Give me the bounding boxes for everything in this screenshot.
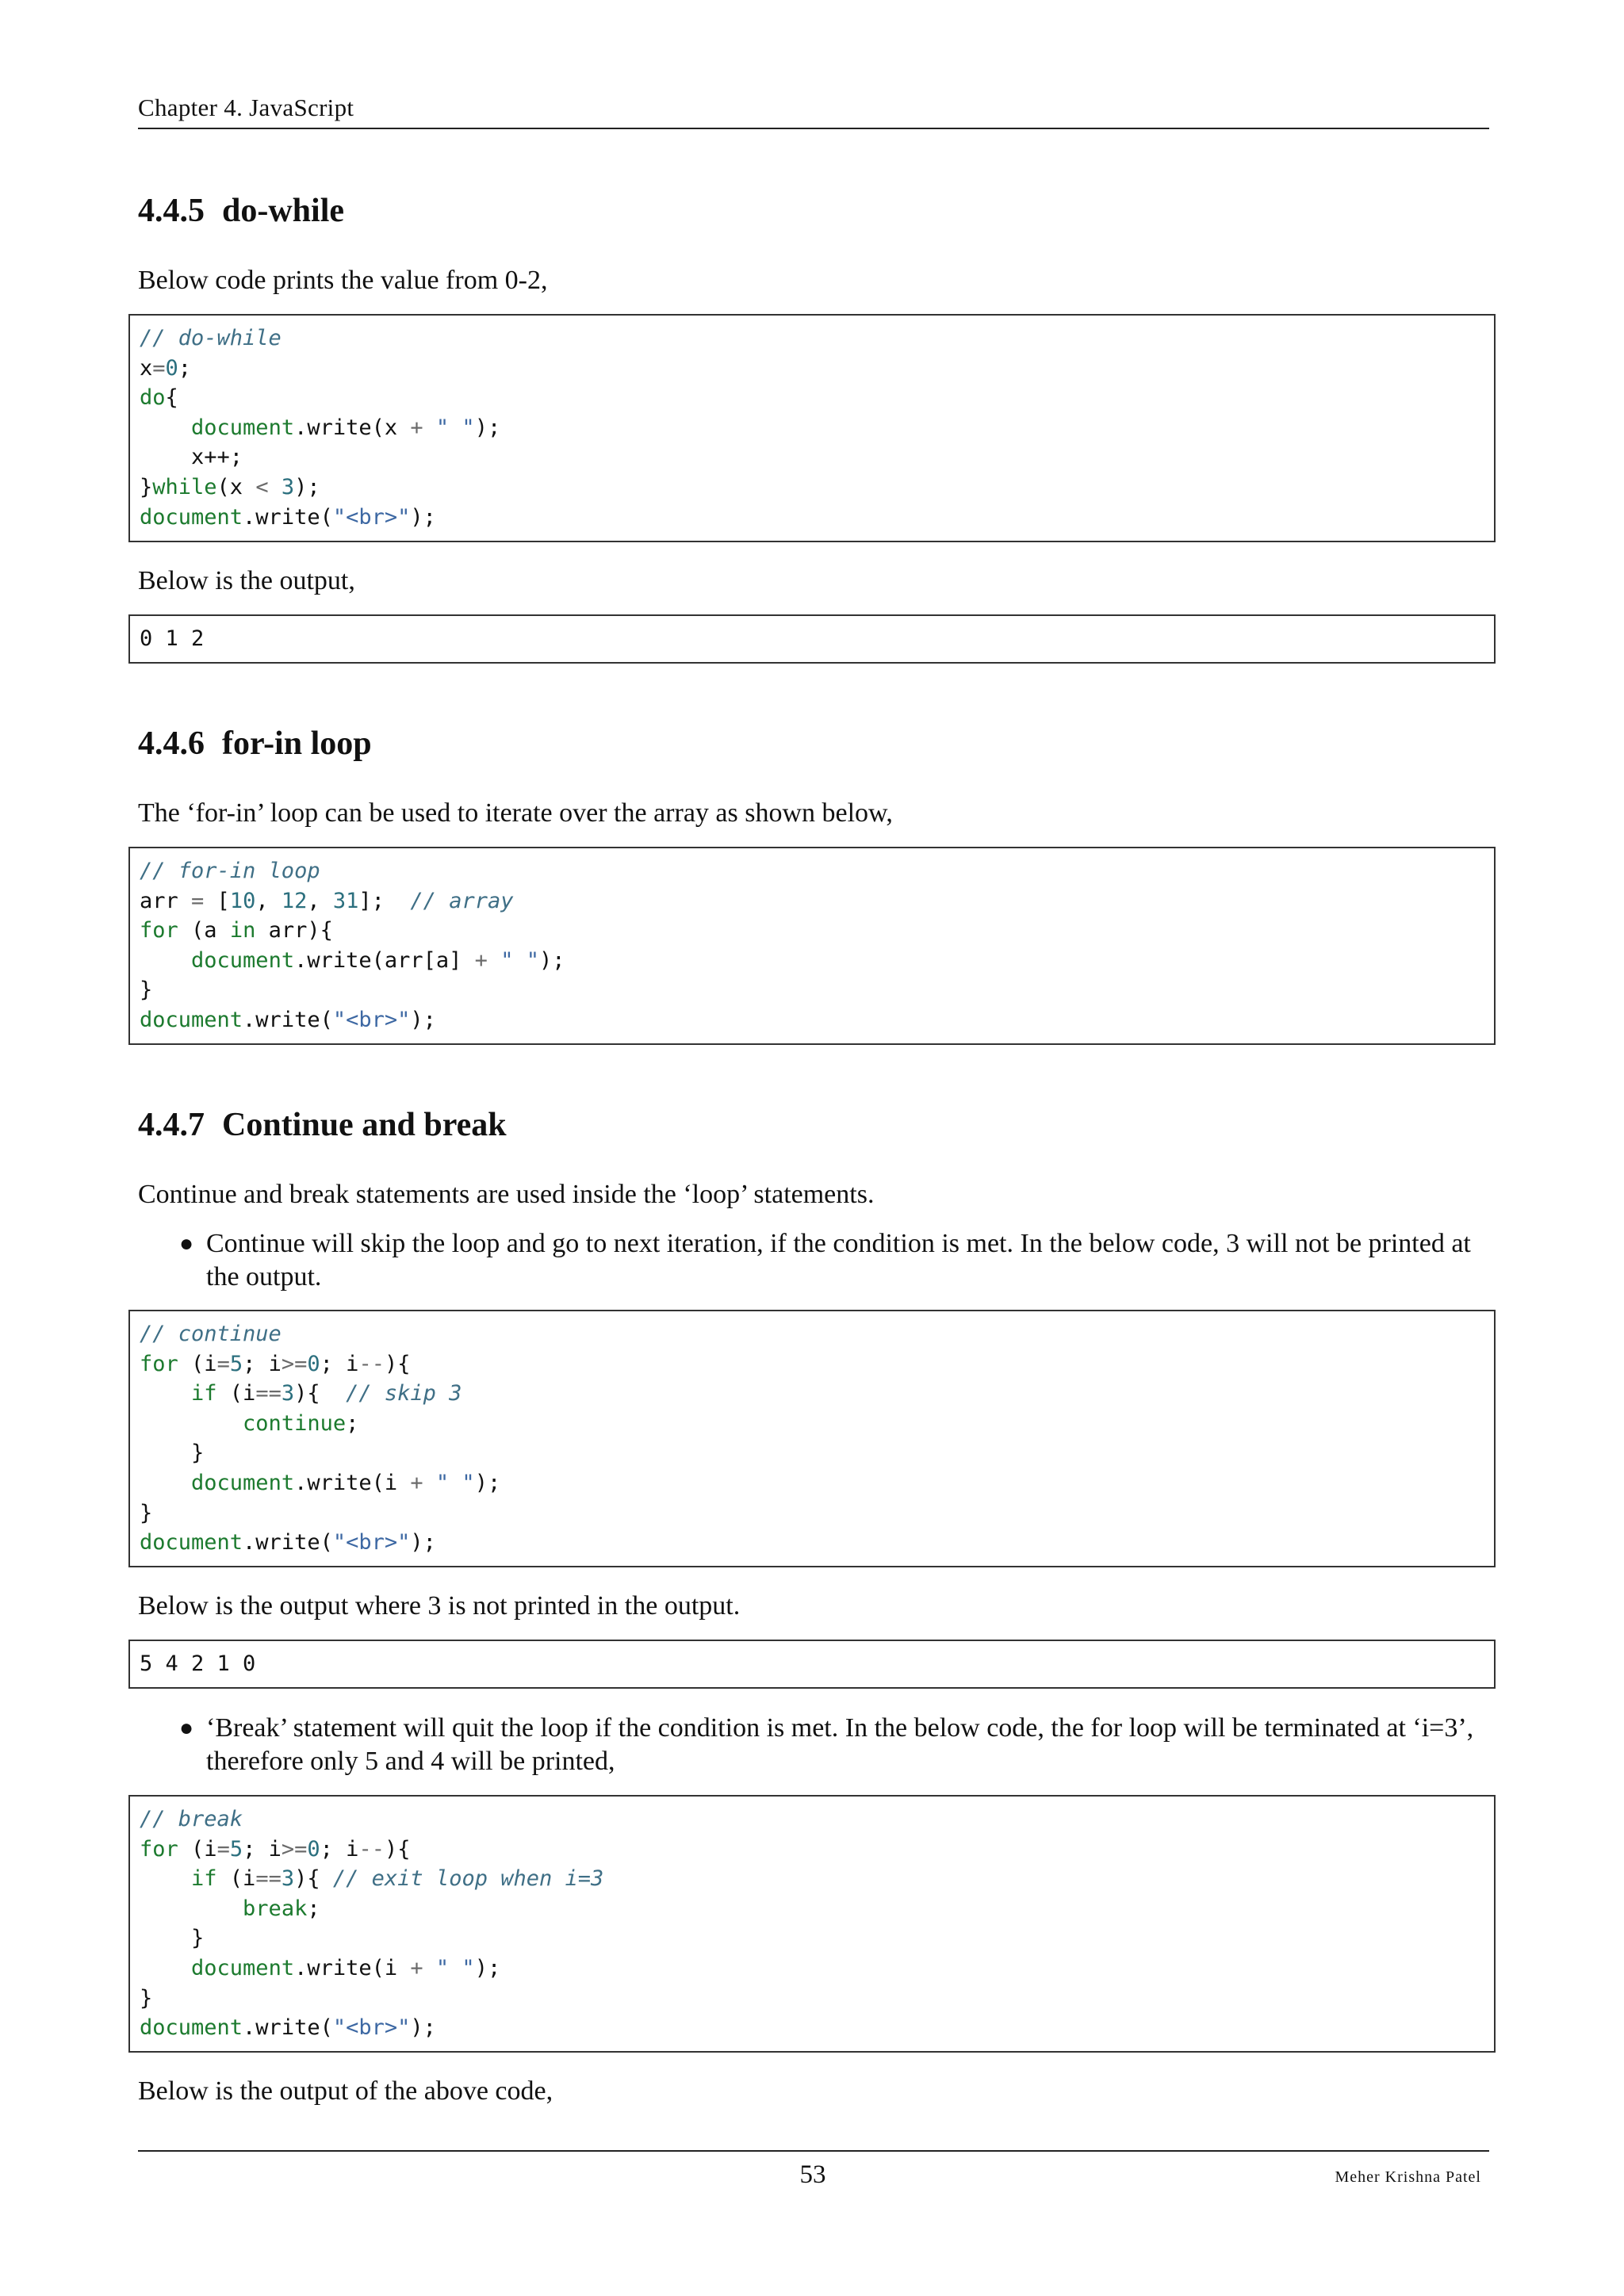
section-title: for-in loop [222, 725, 372, 762]
section-heading-for-in [138, 725, 372, 763]
code-line: } [140, 1441, 205, 1466]
code-listing [140, 1804, 1484, 2043]
code-line: break; [243, 1896, 320, 1921]
section-number: 4.4.6 [138, 725, 205, 762]
running-head: Chapter 4. JavaScript [138, 94, 354, 121]
footer-rule [138, 2150, 1489, 2152]
code-line: for (a in arr){ [140, 918, 333, 943]
section-heading-do-while [138, 192, 344, 230]
code-listing [140, 856, 1484, 1035]
paragraph-break-output-intro: Below is the output of the above code, [138, 2076, 553, 2106]
code-line: // for-in loop [140, 859, 320, 883]
bullet-item-continue [179, 1227, 1489, 1294]
code-line: document.write("<br>"); [140, 1530, 436, 1556]
output-text: 5 4 2 1 0 [140, 1651, 256, 1676]
code-line: arr = [10, 12, 31]; // array [140, 888, 514, 913]
code-line: x=0; [140, 355, 192, 381]
code-line: document.write(i + " "); [191, 1470, 501, 1495]
code-line: } [140, 1926, 205, 1951]
paragraph-do-while-intro: Below code prints the value from 0-2, [138, 266, 548, 295]
code-line: // continue [140, 1322, 282, 1346]
section-heading-continue-break [138, 1106, 507, 1144]
author-name: Meher Krishna Patel [1335, 2168, 1481, 2186]
code-line: document.write(arr[a] + " "); [191, 947, 565, 973]
paragraph-do-while-output-intro: Below is the output, [138, 566, 355, 595]
code-listing [140, 1319, 1484, 1558]
page-number: 53 [799, 2160, 826, 2189]
code-line: document.write("<br>"); [140, 2015, 436, 2041]
code-line: // do-while [140, 326, 282, 350]
code-line: continue; [243, 1410, 359, 1436]
code-line: for (i=5; i>=0; i--){ [140, 1836, 411, 1862]
section-title: Continue and break [222, 1107, 507, 1143]
bullet-icon: ● [179, 1230, 194, 1257]
code-line: document.write("<br>"); [140, 504, 436, 530]
code-line: } [140, 978, 153, 1003]
header-rule [138, 128, 1489, 129]
code-line: }while(x < 3); [140, 474, 320, 499]
code-block-break [128, 1795, 1496, 2053]
section-number: 4.4.7 [138, 1107, 205, 1143]
bullet-text: ‘Break’ statement will quit the loop if the condition is met. In the below code, the for loop will be terminated at ‘i=3’, therefore only 5 and 4 will be printed, [206, 1713, 1474, 1776]
code-block-continue [128, 1310, 1496, 1567]
output-block-do-while [128, 614, 1496, 664]
code-line: x++; [140, 445, 243, 470]
bullet-item-break [179, 1712, 1489, 1778]
section-title: do-while [222, 193, 345, 229]
code-listing [140, 323, 1484, 532]
paragraph-for-in-intro: The ‘for-in’ loop can be used to iterate over the array as shown below, [138, 798, 893, 828]
code-line: document.write(x + " "); [191, 415, 501, 440]
code-block-do-while [128, 314, 1496, 542]
code-line: } [140, 1500, 153, 1525]
code-block-for-in [128, 847, 1496, 1045]
output-block-continue [128, 1640, 1496, 1689]
bullet-icon: ● [179, 1715, 194, 1741]
code-line: } [140, 1985, 153, 2011]
code-line: if (i==3){ // skip 3 [191, 1381, 462, 1406]
paragraph-continue-break-intro: Continue and break statements are used inside the ‘loop’ statements. [138, 1180, 875, 1209]
code-line: for (i=5; i>=0; i--){ [140, 1351, 411, 1376]
section-number: 4.4.5 [138, 193, 205, 229]
code-line: // break [140, 1807, 243, 1831]
bullet-text: Continue will skip the loop and go to next iteration, if the condition is met. In the below code, 3 will not be printed at the output. [206, 1229, 1471, 1292]
code-line: document.write(i + " "); [191, 1955, 501, 1980]
code-line: if (i==3){ // exit loop when i=3 [191, 1866, 604, 1892]
code-line: document.write("<br>"); [140, 1007, 436, 1032]
paragraph-continue-output-intro: Below is the output where 3 is not printed in the output. [138, 1591, 741, 1621]
code-line: do{ [140, 385, 178, 411]
output-text: 0 1 2 [140, 626, 205, 651]
